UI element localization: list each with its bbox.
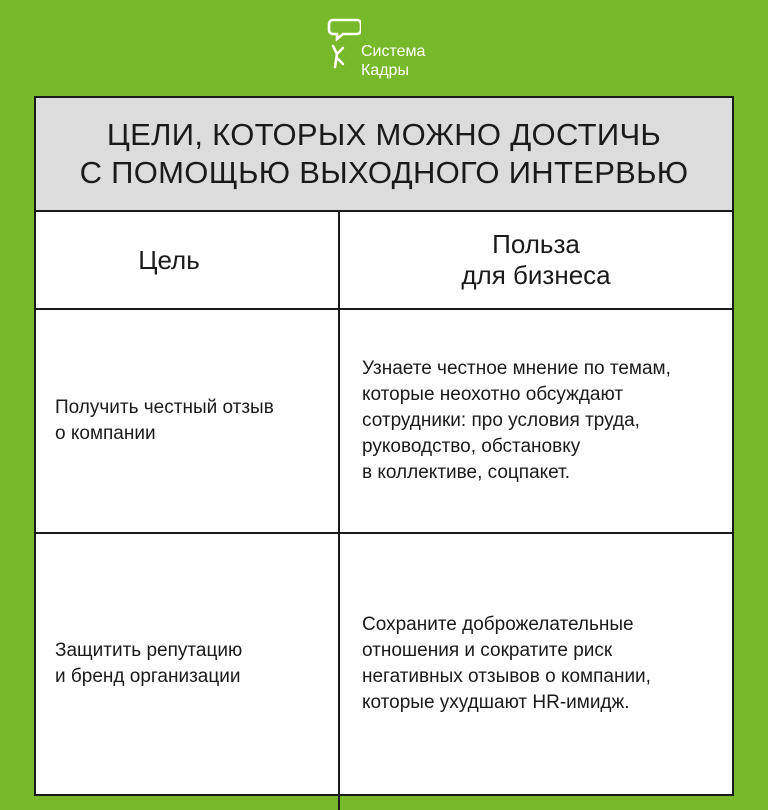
goal-line: и бренд организации	[55, 666, 241, 687]
brand-logo	[327, 14, 457, 84]
benefit-line: руководство, обстановку	[362, 436, 581, 457]
benefit-line: отношения и сократите риск	[362, 640, 613, 661]
table-title-line: ЦЕЛИ, КОТОРЫХ МОЖНО ДОСТИЧЬ	[106, 117, 662, 152]
row-1-goal	[55, 310, 335, 532]
goal-line: Получить честный отзыв	[55, 397, 274, 418]
brand-name	[361, 42, 425, 80]
header-goal	[36, 212, 302, 308]
brand-name-line2: Кадры	[361, 62, 409, 79]
benefit-line: которые неохотно обсуждают	[362, 384, 624, 405]
table-title	[36, 98, 732, 212]
benefit-line: Узнаете честное мнение по темам,	[362, 358, 671, 379]
header-goal-label: Цель	[138, 244, 200, 275]
benefit-line: Сохраните доброжелательные	[362, 614, 634, 635]
goals-table	[34, 96, 734, 796]
benefit-line: которые ухудшают HR-имидж.	[362, 692, 630, 713]
brand-name-line1: Система	[361, 43, 426, 60]
row-2-benefit	[362, 534, 730, 794]
benefit-line: негативных отзывов о компании,	[362, 666, 651, 687]
logo-icon	[327, 14, 361, 74]
header-benefit-line: Польза	[492, 229, 580, 259]
goal-line: Защитить репутацию	[55, 640, 243, 661]
goal-line: о компании	[55, 423, 156, 444]
benefit-line: сотрудники: про условия труда,	[362, 410, 640, 431]
header-benefit	[340, 212, 732, 308]
header-benefit-line: для бизнеса	[461, 260, 611, 290]
row-2-goal	[55, 534, 335, 794]
table-title-line: С ПОМОЩЬЮ ВЫХОДНОГО ИНТЕРВЬЮ	[79, 155, 689, 190]
row-1-benefit	[362, 310, 730, 532]
benefit-line: в коллективе, соцпакет.	[362, 462, 570, 483]
